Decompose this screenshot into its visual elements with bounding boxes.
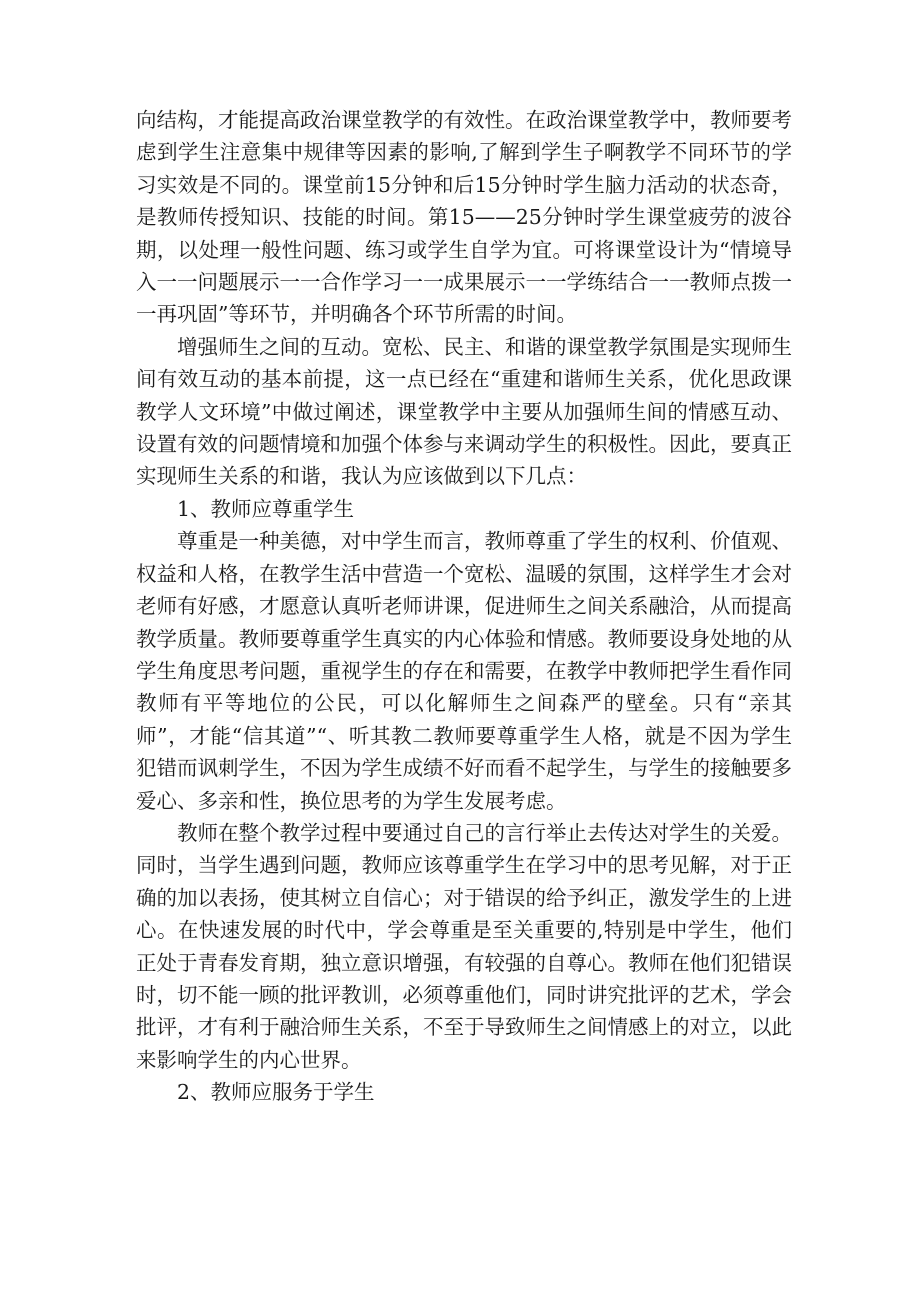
paragraph-respect: 尊重是一种美德，对中学生而言，教师尊重了学生的权利、价值观、权益和人格，在教学生活中营造一个宽松、温暖的氛围，这样学生才会对老师有好感，才愿意认真听老师讲课，促进师生之间关系融洽，从而提高教学质量。教师要尊重学生真实的内心体验和情感。教师要设身处地的从学生角度思考问题，重视学生的存在和需要，在教学中教师把学生看作同教师有平等地位的公民，可以化解师生之间森严的壁垒。只有“亲其师”，才能“信其道”“、听其教二教师要尊重学生人格，就是不因为学生犯错而讽刺学生，不因为学生成绩不好而看不起学生，与学生的接触要多爱心、多亲和性，换位思考的为学生发展考虑。 [136, 529, 792, 813]
paragraph-continuation: 向结构，才能提高政治课堂教学的有效性。在政治课堂教学中，教师要考虑到学生注意集中规律等因素的影响,了解到学生子啊教学不同环节的学习实效是不同的。课堂前15分钟和后15分钟时学生脑力活动的状态奇，是教师传授知识、技能的时间。第15——25分钟时学生课堂疲劳的波谷期，以处理一般性问题、练习或学生自学为宜。可将课堂设计为“情境导入一一问题展示一一合作学习一一成果展示一一学练结合一一教师点拨一一再巩固”等环节，并明确各个环节所需的时间。 [136, 108, 792, 327]
paragraph-care: 教师在整个教学过程中要通过自己的言行举止去传达对学生的关爱。同时，当学生遇到问题，教师应该尊重学生在学习中的思考见解，对于正确的加以表扬，使其树立自信心；对于错误的给予纠正，激发学生的上进心。在快速发展的时代中，学会尊重是至关重要的,特别是中学生，他们正处于青春发育期，独立意识增强，有较强的自尊心。教师在他们犯错误时，切不能一顾的批评教训，必须尊重他们，同时讲究批评的艺术，学会批评，才有利于融洽师生关系，不至于导致师生之间情感上的对立，以此来影响学生的内心世界。 [136, 820, 792, 1072]
paragraph-interaction: 增强师生之间的互动。宽松、民主、和谐的课堂教学氛围是实现师生间有效互动的基本前提，这一点已经在“重建和谐师生关系，优化思政课教学人文环境”中做过阐述，课堂教学中主要从加强师生间的情感互动、设置有效的问题情境和加强个体参与来调动学生的积极性。因此，要真正实现师生关系的和谐，我认为应该做到以下几点： [136, 334, 792, 489]
section-heading-respect-students: 1、教师应尊重学生 [177, 496, 355, 521]
section-heading-serve-students: 2、教师应服务于学生 [177, 1080, 375, 1105]
document-body [136, 104, 792, 1109]
